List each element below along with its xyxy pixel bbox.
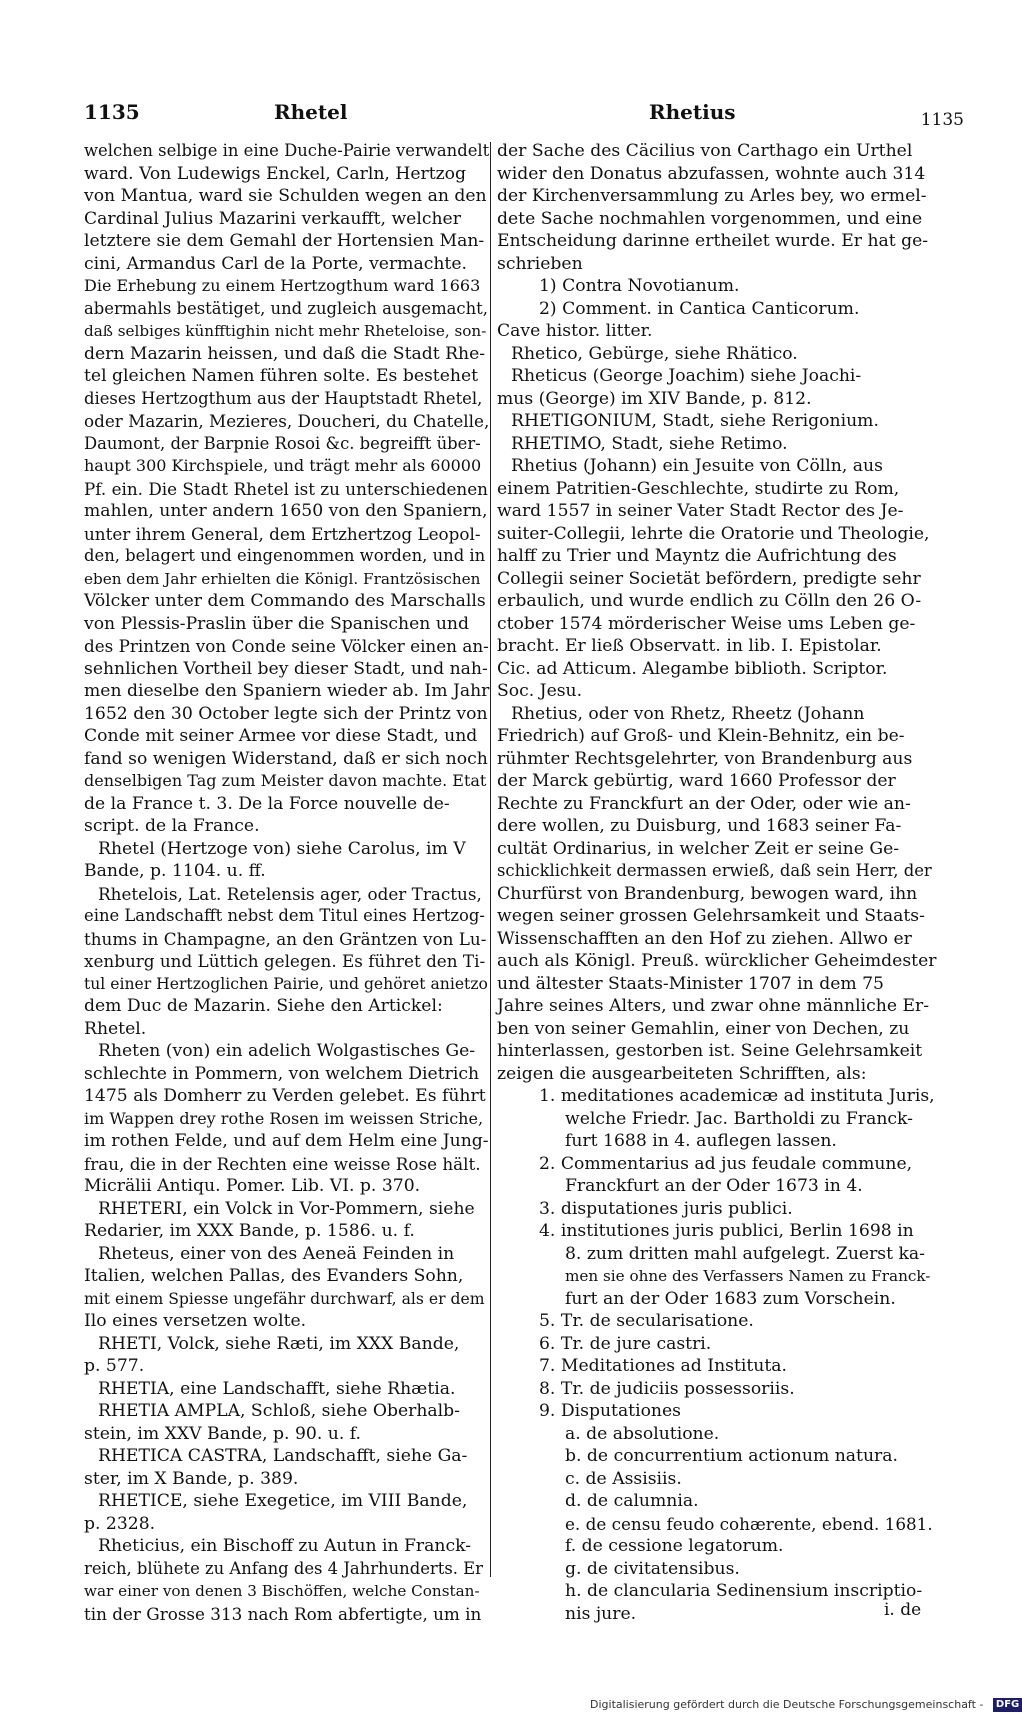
text-line: Rhetelois, Lat. Retelensis ager, oder Tractus, bbox=[98, 883, 482, 904]
text-line: men dieselbe den Spaniern wieder ab. Im Jahr bbox=[84, 681, 490, 701]
text-line: RHETERI, ein Volck in Vor-Pommern, siehe bbox=[98, 1198, 475, 1219]
text-line: bracht. Er ließ Observatt. in lib. I. Epistolar. bbox=[497, 636, 882, 656]
text-line: script. de la France. bbox=[84, 816, 260, 836]
text-line: furt 1688 in 4. auflegen lassen. bbox=[565, 1131, 837, 1151]
text-line: der Kirchenversammlung zu Arles bey, wo ermel- bbox=[497, 186, 927, 206]
text-line: 4. institutiones juris publici, Berlin 1698 in bbox=[539, 1221, 914, 1241]
text-line: dieses Hertzogthum aus der Hauptstadt Rhetel, bbox=[84, 388, 483, 408]
text-line: RHETI, Volck, siehe Ræti, im XXX Bande, bbox=[98, 1333, 460, 1354]
text-line: p. 2328. bbox=[84, 1513, 156, 1534]
text-line: Cardinal Julius Mazarini verkaufft, welcher bbox=[84, 208, 461, 229]
text-line: sehnlichen Vortheil bey dieser Stadt, und nah- bbox=[84, 658, 488, 679]
text-line: 8. zum dritten mahl aufgelegt. Zuerst ka- bbox=[565, 1243, 925, 1264]
digitization-footer bbox=[590, 1698, 1020, 1716]
text-line: haupt 300 Kirchspiele, und trägt mehr als 60000 bbox=[84, 456, 482, 475]
text-line: 3. disputationes juris publici. bbox=[539, 1198, 793, 1219]
text-line: 1652 den 30 October legte sich der Printz von bbox=[84, 703, 488, 724]
catchword: i. de bbox=[884, 1600, 922, 1620]
left-column bbox=[84, 140, 489, 1625]
text-line: letztere sie dem Gemahl der Hortensien Man- bbox=[84, 231, 485, 251]
right-column bbox=[497, 140, 937, 1625]
text-line: schlechte in Pommern, von welchem Dietrich bbox=[84, 1063, 480, 1084]
text-line: RHETICA CASTRA, Landschafft, siehe Ga- bbox=[98, 1446, 468, 1466]
text-line: Entscheidung darinne ertheilet wurde. Er hat ge- bbox=[497, 231, 929, 251]
text-line: g. de civitatensibus. bbox=[565, 1558, 740, 1579]
text-line: tin der Grosse 313 nach Rom abfertigte, um in bbox=[84, 1603, 482, 1624]
text-line: mit einem Spiesse ungefähr durchwarf, als er dem bbox=[84, 1289, 485, 1308]
text-line: furt an der Oder 1683 zum Vorschein. bbox=[565, 1288, 896, 1309]
text-line: von Plessis-Praslin über die Spanischen und bbox=[84, 613, 469, 634]
text-line: zeigen die ausgearbeiteten Schrifften, als: bbox=[497, 1063, 867, 1084]
text-line: den, belagert und eingenommen worden, und in bbox=[84, 546, 486, 565]
text-line: Völcker unter dem Commando des Marschalls bbox=[84, 591, 486, 611]
text-line: dere wollen, zu Duisburg, und 1683 seiner Fa- bbox=[497, 816, 902, 836]
text-line: der Sache des Cäcilius von Carthago ein Urthel bbox=[497, 141, 913, 161]
text-line: Bande, p. 1104. u. ff. bbox=[84, 861, 266, 881]
text-line: Conde mit seiner Armee vor diese Stadt, und bbox=[84, 726, 478, 746]
text-line: daß selbiges künfftighin nicht mehr Rheteloise, son- bbox=[84, 322, 487, 340]
text-line: ward. Von Ludewigs Enckel, Carln, Hertzog bbox=[84, 163, 467, 184]
text-line: 6. Tr. de jure castri. bbox=[539, 1333, 712, 1354]
text-line: reich, blühete zu Anfang des 4 Jahrhunderts. Er bbox=[84, 1558, 483, 1578]
text-line: schicklichkeit dermassen erwieß, daß sein Herr, der bbox=[497, 861, 932, 880]
text-line: hinterlassen, gestorben ist. Seine Gelehrsamkeit bbox=[497, 1041, 923, 1061]
text-line: p. 577. bbox=[84, 1356, 145, 1376]
text-line: RHETIMO, Stadt, siehe Retimo. bbox=[511, 433, 788, 454]
text-line: tel gleichen Namen führen solte. Es bestehet bbox=[84, 366, 479, 386]
text-line: Rhetel (Hertzoge von) siehe Carolus, im V bbox=[98, 838, 466, 859]
text-line: von Mantua, ward sie Schulden wegen an den bbox=[84, 186, 487, 206]
text-line: mahlen, unter andern 1650 von den Spaniern, bbox=[84, 501, 488, 521]
text-line: a. de absolutione. bbox=[565, 1423, 720, 1444]
text-line: schrieben bbox=[497, 253, 583, 274]
text-line: 7. Meditationes ad Instituta. bbox=[539, 1356, 787, 1376]
text-line: unter ihrem General, dem Ertzhertzog Leopol- bbox=[84, 523, 481, 544]
text-line: Redarier, im XXX Bande, p. 1586. u. f. bbox=[84, 1221, 415, 1241]
text-line: RHETIGONIUM, Stadt, siehe Rerigonium. bbox=[511, 411, 879, 431]
text-line: cini, Armandus Carl de la Porte, vermachte. bbox=[84, 253, 467, 274]
text-line: Churfürst von Brandenburg, bewogen ward, ihn bbox=[497, 883, 918, 904]
page-header bbox=[84, 100, 964, 140]
text-line: Cave histor. litter. bbox=[497, 321, 653, 341]
text-line: Rheten (von) ein adelich Wolgastisches Ge- bbox=[98, 1041, 476, 1061]
text-line: men sie ohne des Verfassers Namen zu Franck- bbox=[565, 1267, 931, 1285]
text-line: RHETICE, siehe Exegetice, im VIII Bande, bbox=[98, 1491, 468, 1511]
column-divider bbox=[490, 142, 491, 1577]
text-line: und ältester Staats-Minister 1707 in dem 75 bbox=[497, 973, 884, 994]
text-line: cultät Ordinarius, in welcher Zeit er seine Ge- bbox=[497, 838, 900, 859]
text-line: Rhetico, Gebürge, siehe Rhätico. bbox=[511, 343, 798, 364]
dfg-logo-badge: DFG bbox=[993, 1698, 1022, 1712]
text-line: 1) Contra Novotianum. bbox=[539, 276, 740, 296]
text-line: war einer von denen 3 Bischöffen, welche Constan- bbox=[84, 1582, 480, 1600]
text-line: Cic. ad Atticum. Alegambe biblioth. Scriptor. bbox=[497, 658, 888, 679]
text-line: der Marck gebürtig, ward 1660 Professor der bbox=[497, 771, 896, 791]
text-line: dete Sache nochmahlen vorgenommen, und eine bbox=[497, 208, 923, 229]
text-line: eben dem Jahr erhielten die Königl. Frantzösischen bbox=[84, 569, 481, 588]
text-line: 8. Tr. de judiciis possessoriis. bbox=[539, 1378, 795, 1399]
text-line: d. de calumnia. bbox=[565, 1491, 699, 1511]
text-line: Ilo eines versetzen wolte. bbox=[84, 1311, 307, 1331]
text-line: halff zu Trier und Mayntz die Aufrichtung des bbox=[497, 546, 897, 566]
text-line: e. de censu feudo cohærente, ebend. 1681. bbox=[565, 1513, 933, 1534]
text-line: rühmter Rechtsgelehrter, von Brandenburg aus bbox=[497, 748, 913, 769]
text-line: Franckfurt an der Oder 1673 in 4. bbox=[565, 1176, 863, 1196]
text-line: Rheticius, ein Bischoff zu Autun in Franck- bbox=[98, 1536, 472, 1556]
text-line: dem Duc de Mazarin. Siehe den Artickel: bbox=[84, 996, 443, 1016]
text-line: Collegii seiner Societät befördern, predigte sehr bbox=[497, 568, 921, 589]
text-line: Daumont, der Barpnie Rosoi &c. begreifft über- bbox=[84, 433, 481, 453]
text-line: einem Patritien-Geschlechte, studirte zu Rom, bbox=[497, 478, 900, 499]
text-line: tul einer Hertzoglichen Pairie, und gehöret anietzo bbox=[84, 974, 488, 993]
text-line: RHETIA AMPLA, Schloß, siehe Oberhalb- bbox=[98, 1401, 460, 1421]
text-line: eine Landschafft nebst dem Titul eines Hertzog- bbox=[84, 906, 485, 925]
text-line: ster, im X Bande, p. 389. bbox=[84, 1468, 299, 1489]
text-line: Rhetius (Johann) ein Jesuite von Cölln, aus bbox=[511, 456, 883, 476]
text-line: Friedrich) auf Groß- und Klein-Behnitz, ein be- bbox=[497, 726, 905, 746]
text-line: wider den Donatus abzufassen, wohnte auch 314 bbox=[497, 163, 926, 184]
text-line: Rheticus (George Joachim) siehe Joachi- bbox=[511, 366, 862, 386]
text-line: xenburg und Lüttich gelegen. Es führet den Ti- bbox=[84, 951, 486, 971]
text-line: erbaulich, und wurde endlich zu Cölln den 26 O- bbox=[497, 591, 922, 611]
text-line: b. de concurrentium actionum natura. bbox=[565, 1446, 898, 1466]
page-number-left: 1135 bbox=[84, 100, 140, 124]
text-line: thums in Champagne, an den Gräntzen von Lu- bbox=[84, 928, 487, 949]
text-line: Pf. ein. Die Stadt Rhetel ist zu unterschiedenen bbox=[84, 478, 488, 499]
text-line: RHETIA, eine Landschafft, siehe Rhætia. bbox=[98, 1378, 456, 1399]
text-line: wegen seiner grossen Gelehrsamkeit und Staats- bbox=[497, 906, 925, 926]
text-line: ward 1557 in seiner Vater Stadt Rector des Je- bbox=[497, 501, 904, 521]
text-line: Soc. Jesu. bbox=[497, 681, 583, 701]
text-line: 2. Commentarius ad jus feudale commune, bbox=[539, 1153, 913, 1174]
text-line: 5. Tr. de secularisatione. bbox=[539, 1311, 754, 1331]
text-line: 1475 als Domherr zu Verden gelebet. Es führt bbox=[84, 1086, 486, 1106]
text-line: im rothen Felde, und auf dem Helm eine Jung- bbox=[84, 1131, 489, 1151]
text-line: Jahre seines Alters, und zwar ohne männliche Er- bbox=[497, 996, 930, 1016]
text-line: im Wappen drey rothe Rosen im weissen Striche, bbox=[84, 1108, 484, 1128]
text-line: Rhetel. bbox=[84, 1018, 147, 1039]
text-line: Die Erhebung zu einem Hertzogthum ward 1663 bbox=[84, 276, 481, 295]
text-line: des Printzen von Conde seine Völcker einen an- bbox=[84, 636, 489, 656]
text-line: Rechte zu Franckfurt an der Oder, oder wie an- bbox=[497, 793, 911, 814]
text-line: stein, im XXV Bande, p. 90. u. f. bbox=[84, 1423, 361, 1444]
text-line: fand so wenigen Widerstand, daß er sich noch bbox=[84, 748, 488, 769]
text-line: c. de Assisiis. bbox=[565, 1468, 682, 1489]
text-line: Wissenschafften an den Hof zu ziehen. Allwo er bbox=[497, 928, 912, 949]
footer-text: Digitalisierung gefördert durch die Deutsche Forschungsgemeinschaft - bbox=[590, 1698, 984, 1711]
text-line: 9. Disputationes bbox=[539, 1401, 681, 1421]
text-line: auch als Königl. Preuß. würcklicher Geheimdester bbox=[497, 951, 937, 971]
text-line: nis jure. bbox=[565, 1603, 637, 1624]
running-head-right: Rhetius bbox=[649, 100, 736, 124]
text-line: denselbigen Tag zum Meister davon machte. Etat bbox=[84, 771, 487, 790]
text-line: dern Mazarin heissen, und daß die Stadt Rhe- bbox=[84, 343, 486, 364]
text-line: Rheteus, einer von des Aeneä Feinden in bbox=[98, 1243, 455, 1264]
text-line: ctober 1574 mörderischer Weise ums Leben ge- bbox=[497, 613, 916, 634]
text-line: welche Friedr. Jac. Bartholdi zu Franck- bbox=[565, 1108, 913, 1129]
page-number-right: 1135 bbox=[920, 110, 964, 130]
text-line: Rhetius, oder von Rhetz, Rheetz (Johann bbox=[511, 703, 865, 724]
text-line: abermahls bestätiget, und zugleich ausgemacht, bbox=[84, 298, 488, 318]
text-line: frau, die in der Rechten eine weisse Rose hält. bbox=[84, 1153, 481, 1174]
text-line: 2) Comment. in Cantica Canticorum. bbox=[539, 298, 860, 319]
text-line: de la France t. 3. De la Force nouvelle de- bbox=[84, 793, 450, 814]
text-line: mus (George) im XIV Bande, p. 812. bbox=[497, 388, 812, 409]
text-line: 1. meditationes academicæ ad instituta Juris, bbox=[539, 1086, 935, 1106]
text-line: suiter-Collegii, lehrte die Oratorie und Theologie, bbox=[497, 523, 930, 544]
text-line: h. de clancularia Sedinensium inscriptio- bbox=[565, 1581, 923, 1601]
text-line: oder Mazarin, Mezieres, Doucheri, du Chatelle, bbox=[84, 411, 490, 431]
text-line: f. de cessione legatorum. bbox=[565, 1536, 784, 1556]
running-head-left: Rhetel bbox=[274, 100, 348, 124]
text-line: welchen selbige in eine Duche-Pairie verwandelt bbox=[84, 141, 490, 160]
text-line: ben von seiner Gemahlin, einer von Dechen, zu bbox=[497, 1018, 910, 1039]
text-line: Micrälii Antiqu. Pomer. Lib. VI. p. 370. bbox=[84, 1176, 421, 1196]
text-line: Italien, welchen Pallas, des Evanders Sohn, bbox=[84, 1266, 464, 1286]
